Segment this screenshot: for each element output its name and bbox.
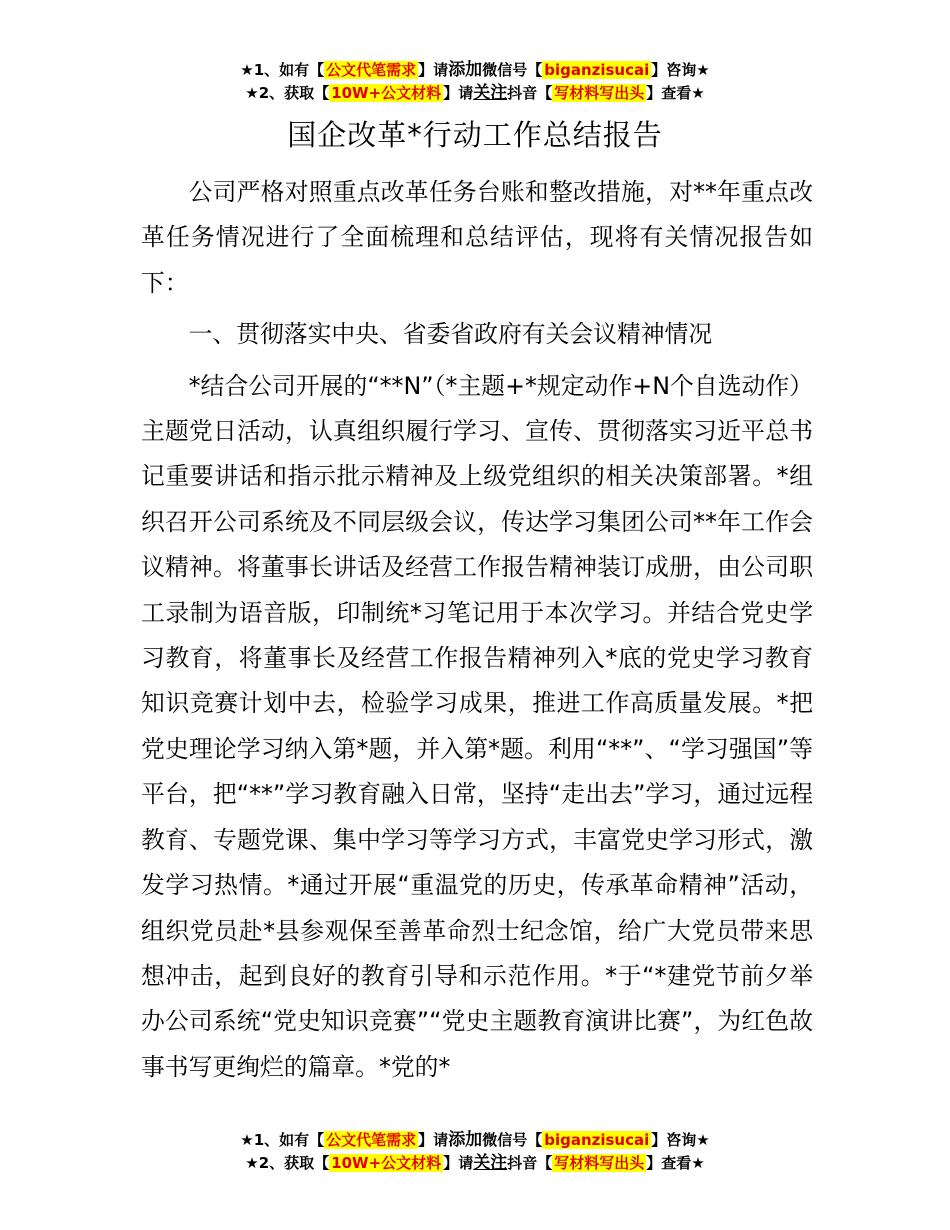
banner-line-1 [0, 1129, 950, 1152]
banner-text: 添加 [448, 1130, 483, 1150]
banner-highlight: 写材料写出头 [554, 1154, 645, 1172]
banner-highlight: 写材料写出头 [554, 84, 645, 102]
banner-text: ★1、如有【 [240, 1131, 325, 1149]
section-paragraph: *结合公司开展的“**N”（*主题+*规定动作+N个自选动作）主题党日活动，认真组织履行学习、宣传、贯彻落实习近平总书记重要讲话和指示批示精神及上级党组织的相关决策部署。*组织召开公司系统及不同层级会议，传达学习集团公司**年工作会议精神。将董事长讲话及经营工作报告精神装订成册，由公司职工录制为语音版，印制统*习笔记用于本次学习。并结合党史学习教育，将董事长及经营工作报告精神列入*底的党史学习教育知识竞赛计划中去，检验学习成果，推进工作高质量发展。*把党史理论学习纳入第*题，并入第*题。利用“**”、“学习强国”等平台，把“**”学习教育融入日常，坚持“走出去”学习，通过远程教育、专题党课、集中学习等学习方式，丰富党史学习形式，激发学习热情。*通过开展“重温党的历史，传承革命精神”活动，组织党员赴*县参观保至善革命烈士纪念馆，给广大党员带来思想冲击，起到良好的教育引导和示范作用。*于“*建党节前夕举办公司系统“党史知识竞赛”“党史主题教育演讲比赛”，为红色故事书写更绚烂的篇章。*党的* [141, 371, 813, 1081]
banner-text: 抖音【 [507, 84, 553, 102]
banner-text: ★2、获取【 [245, 1154, 330, 1172]
banner-highlight: biganzisucai [544, 1131, 650, 1149]
banner-text: 抖音【 [507, 1154, 553, 1172]
banner-highlight: 公文代笔需求 [326, 1131, 417, 1149]
banner-line-2 [0, 1152, 950, 1175]
document-body [141, 170, 813, 1090]
section-heading: 一、贯彻落实中央、省委省政府有关会议精神情况 [188, 320, 713, 349]
banner-line-2 [0, 82, 950, 105]
banner-text: 关注 [473, 1153, 508, 1173]
banner-text: 微信号【 [482, 1131, 543, 1149]
banner-text: 】查看★ [646, 1154, 705, 1172]
banner-line-1 [0, 59, 950, 82]
banner-text: 添加 [448, 60, 483, 80]
document-title: 国企改革*行动工作总结报告 [287, 118, 663, 152]
banner-text: 】咨询★ [651, 61, 710, 79]
banner-text: 微信号【 [482, 61, 543, 79]
banner-text: 】请 [443, 84, 474, 102]
banner-text: 关注 [473, 83, 508, 103]
banner-text: ★2、获取【 [245, 84, 330, 102]
banner-highlight: 公文代笔需求 [326, 61, 417, 79]
banner-highlight: 10W+公文材料 [331, 84, 442, 102]
banner-text: 】查看★ [646, 84, 705, 102]
banner-text: 】请 [418, 61, 449, 79]
header-banner [0, 59, 950, 105]
banner-highlight: biganzisucai [544, 61, 650, 79]
banner-text: ★1、如有【 [240, 61, 325, 79]
banner-highlight: 10W+公文材料 [331, 1154, 442, 1172]
banner-text: 】请 [443, 1154, 474, 1172]
banner-text: 】咨询★ [651, 1131, 710, 1149]
footer-banner [0, 1129, 950, 1175]
banner-text: 】请 [418, 1131, 449, 1149]
intro-paragraph: 公司严格对照重点改革任务台账和整改措施，对**年重点改革任务情况进行了全面梳理和总结评估，现将有关情况报告如下： [141, 178, 813, 297]
